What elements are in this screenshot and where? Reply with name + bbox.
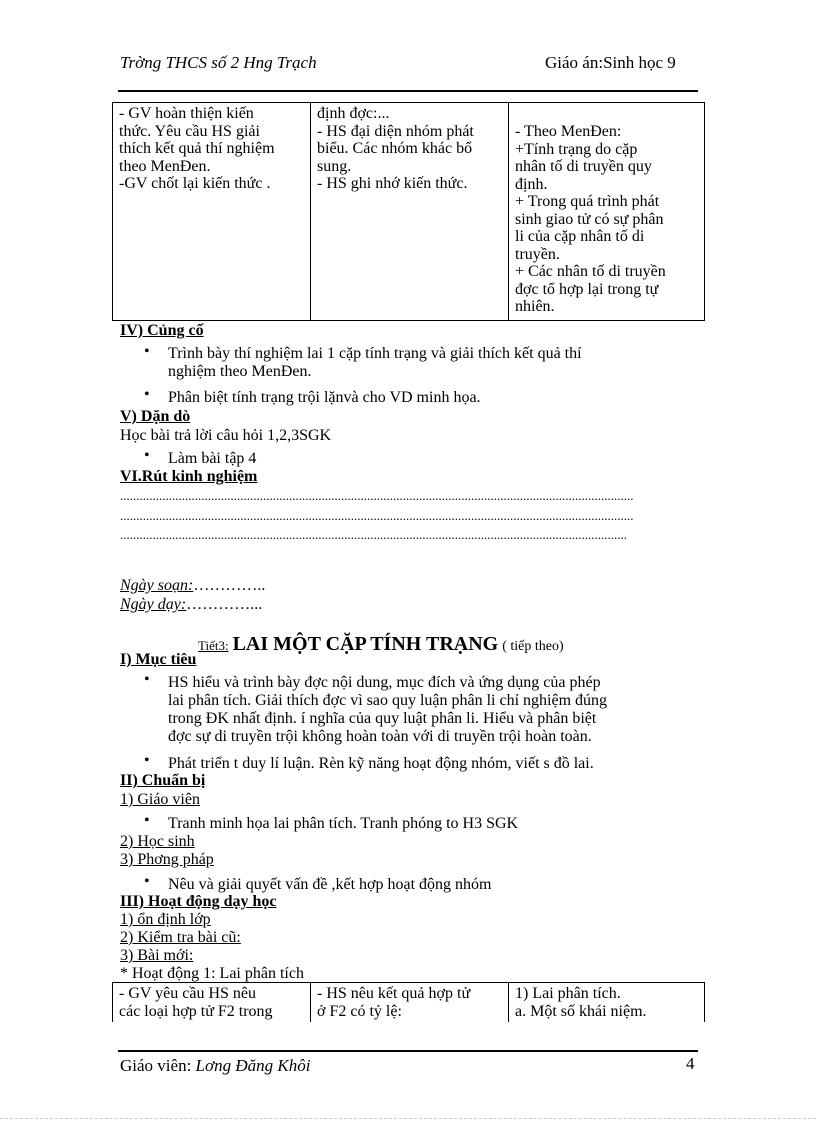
page-edge xyxy=(0,1118,816,1119)
table1-col1-line: -GV chốt lại kiến thức . xyxy=(119,175,271,192)
activity-table-2 xyxy=(112,982,705,1022)
footer-label: Giáo viên: xyxy=(120,1056,192,1075)
section-v-bullet: Làm bài tập 4 xyxy=(168,450,257,467)
section-ii-sub-1: 1) Giáo viên xyxy=(120,791,200,808)
table1-col1-line: thức. Yêu cầu HS giải xyxy=(119,122,260,140)
bullet-icon: • xyxy=(144,812,150,829)
table1-col3-line: đợc tổ hợp lại trong tự xyxy=(515,280,659,298)
page-number: 4 xyxy=(686,1054,695,1073)
table1-col3-line: nhân tố di truyền quy xyxy=(515,158,652,175)
table2-col2 xyxy=(311,983,509,1023)
table1-col1-line: theo MenĐen. xyxy=(119,157,211,175)
table1-col3-line: truyền. xyxy=(515,245,560,263)
section-iv-heading: IV) Củng cố xyxy=(120,322,204,339)
table2-col3 xyxy=(509,983,705,1023)
activity-label: * Hoạt động 1: Lai phân tích xyxy=(120,965,304,982)
lesson-number: Tiết3: xyxy=(198,638,229,653)
section-iv-bullet-1: nghiệm theo MenĐen. xyxy=(168,363,312,380)
date-prepared-value: ………….. xyxy=(193,577,266,594)
table1-col2 xyxy=(311,103,509,321)
section-ii-sub-2: 2) Học sinh xyxy=(120,833,195,850)
table2-col1-line: các loại hợp tử F2 trong xyxy=(119,1002,273,1020)
footer-rule xyxy=(118,1050,698,1052)
bullet-icon: • xyxy=(144,343,150,360)
section-iii-heading: III) Hoạt động dạy học xyxy=(120,893,277,910)
table2-col2-line: - HS nêu kết quả hợp tử xyxy=(317,985,471,1002)
section-ii-heading: II) Chuẩn bị xyxy=(120,772,206,789)
section-iii-sub-2: 2) Kiểm tra bài cũ: xyxy=(120,929,241,946)
section-i-bullet-1: lai phân tích. Giải thích đợc vì sao quy luận phân li chỉ nghiệm đúng xyxy=(168,692,608,709)
section-ii-bullet-3: Nêu và giải quyết vấn đề ,kết hợp hoạt động nhóm xyxy=(168,876,492,893)
section-iii-sub-3: 3) Bài mới: xyxy=(120,947,194,964)
table1-col2-line: sung. xyxy=(317,157,352,175)
header-school: Trờng THCS số 2 Hng Trạch xyxy=(120,53,317,72)
table1-col2-line: biểu. Các nhóm khác bổ xyxy=(317,140,473,157)
bullet-icon: • xyxy=(144,873,150,890)
bullet-icon: • xyxy=(144,752,150,769)
table1-col2-line: - HS ghi nhớ kiến thức. xyxy=(317,175,468,192)
table1-col3-line: định. xyxy=(515,175,548,193)
dotted-line: .............................................................................................................................................................. xyxy=(120,488,634,503)
section-iii-sub-1: 1) ổn định lớp xyxy=(120,911,211,928)
section-i-bullet-2: Phát triển t duy lí luận. Rèn kỹ năng hoạt động nhóm, viết s đồ lai. xyxy=(168,755,594,772)
lesson-name: LAI MỘT CẶP TÍNH TRẠNG xyxy=(232,633,499,655)
table1-col3-line: + Các nhân tố di truyền xyxy=(515,263,666,280)
footer-teacher xyxy=(120,1056,310,1076)
dotted-line: ............................................................................................................................................................ xyxy=(120,527,627,542)
table1-col3-line: nhiên. xyxy=(515,298,555,315)
table1-col1-line: thích kết quả thí nghiệm xyxy=(119,140,275,157)
table2-col3-line: 1) Lai phân tích. xyxy=(515,985,621,1002)
section-i-bullet-1: đợc sự di truyền trội không hoàn toàn với di truyền trội hoàn toàn. xyxy=(168,728,592,745)
date-taught xyxy=(120,596,262,614)
lesson-note: ( tiếp theo) xyxy=(502,639,564,654)
table1-col2-line: định đợc:... xyxy=(317,105,390,122)
table1-col3-line: - Theo MenĐen: xyxy=(515,123,622,140)
section-v-text: Học bài trả lời câu hỏi 1,2,3SGK xyxy=(120,427,332,444)
bullet-icon: • xyxy=(144,671,150,688)
header-rule xyxy=(118,90,698,92)
table1-col3 xyxy=(509,103,705,321)
activity-table-1 xyxy=(112,102,705,321)
section-vi-heading: VI.Rút kinh nghiệm xyxy=(120,468,258,485)
section-iv-bullet-1: Trình bày thí nghiệm lai 1 cặp tính trạng và giải thích kết quả thí xyxy=(168,345,582,362)
section-i-bullet-1: trong ĐK nhất định. í nghĩa của quy luật phân li. Hiểu và phân biệt xyxy=(168,710,597,727)
section-i-heading: I) Mục tiêu xyxy=(120,651,197,668)
date-taught-value: …………... xyxy=(186,596,263,613)
table1-col3-line: + Trong quá trình phát xyxy=(515,193,660,210)
section-v-heading: V) Dặn dò xyxy=(120,408,191,425)
date-taught-label: Ngày dạy: xyxy=(120,596,187,613)
header-subject: Giáo án:Sinh học 9 xyxy=(545,53,676,72)
section-i-bullet-1: HS hiểu và trình bày đợc nội dung, mục đích và ứng dụng của phép xyxy=(168,674,601,691)
table1-col3-line: +Tính trạng do cặp xyxy=(515,140,638,158)
table1-col1 xyxy=(113,103,311,321)
table1-col3-line: li của cặp nhân tố di xyxy=(515,228,645,245)
table2-col1 xyxy=(113,983,311,1023)
section-ii-sub-3: 3) Phơng pháp xyxy=(120,851,214,868)
bullet-icon: • xyxy=(144,447,150,464)
bullet-icon: • xyxy=(144,386,150,403)
date-prepared xyxy=(120,577,265,595)
table1-col3-line: sinh giao tử có sự phân xyxy=(515,210,664,228)
table1-col1-line: - GV hoàn thiện kiến xyxy=(119,105,254,122)
table1-col2-line: - HS đại diện nhóm phát xyxy=(317,122,474,140)
footer-name: Lơng Đăng Khôi xyxy=(195,1056,311,1075)
date-prepared-label: Ngày soạn: xyxy=(120,577,194,594)
dotted-line: .............................................................................................................................................................. xyxy=(120,508,634,523)
table2-col2-line: ở F2 có tỷ lệ: xyxy=(317,1002,402,1020)
lesson-title xyxy=(198,633,564,656)
table2-col3-line: a. Một số khái niệm. xyxy=(515,1002,647,1020)
section-iv-bullet-2: Phân biệt tính trạng trội lặnvà cho VD minh họa. xyxy=(168,389,481,406)
table2-col1-line: - GV yêu cầu HS nêu xyxy=(119,985,257,1002)
section-ii-bullet-1: Tranh minh họa lai phân tích. Tranh phóng to H3 SGK xyxy=(168,815,519,832)
